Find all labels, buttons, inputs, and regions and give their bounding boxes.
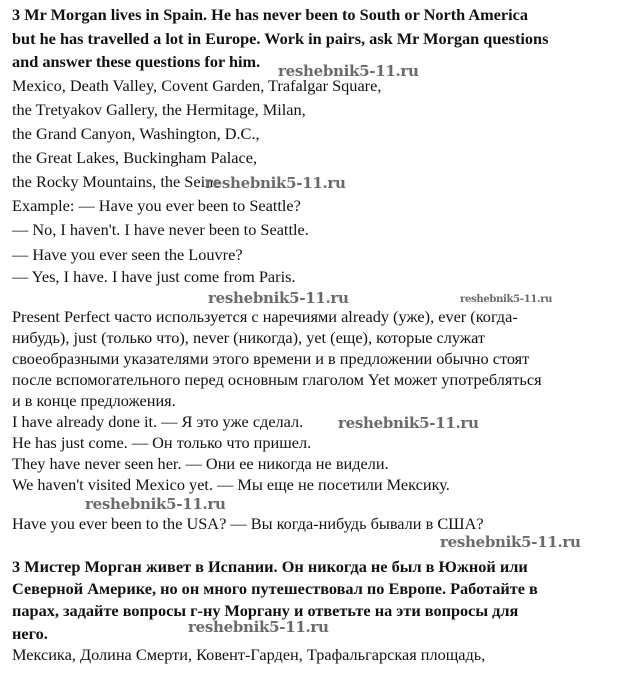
grammar-example: We haven't visited Mexico yet. — Мы еще не посетили Мексику. (12, 475, 450, 494)
example-line: — Yes, I have. I have just come from Paris. (12, 267, 296, 286)
task-heading: and answer these questions for him. (12, 52, 261, 71)
place-list-line: the Grand Canyon, Washington, D.C., (12, 124, 260, 143)
watermark: reshebnik5-11.ru (278, 62, 419, 80)
grammar-example: He has just come. — Он только что пришел. (12, 433, 312, 452)
task-heading: but he has travelled a lot in Europe. Work in pairs, ask Mr Morgan questions (12, 29, 549, 48)
task-heading: 3 Mr Morgan lives in Spain. He has never been to South or North America (12, 5, 529, 24)
task-heading-ru: 3 Мистер Морган живет в Испании. Он никогда не был в Южной или (12, 557, 528, 576)
grammar-example: I have already done it. — Я это уже сделал. (12, 412, 304, 431)
watermark: reshebnik5-11.ru (440, 533, 581, 551)
place-list-line: Mexico, Death Valley, Covent Garden, Trafalgar Square, (12, 76, 382, 95)
example-line: — No, I haven't. I have never been to Seattle. (12, 220, 309, 239)
place-list-line: the Great Lakes, Buckingham Palace, (12, 148, 258, 167)
task-heading-ru: парах, задайте вопросы г-ну Моргану и ответьте на эти вопросы для (12, 601, 519, 620)
watermark: reshebnik5-11.ru (205, 174, 346, 192)
place-list-line: the Tretyakov Gallery, the Hermitage, Milan, (12, 100, 306, 119)
grammar-paragraph-line: своеобразными указателями этого времени и в предложении обычно стоят (12, 349, 530, 368)
watermark: reshebnik5-11.ru (188, 618, 329, 636)
grammar-paragraph-line: после вспомогательного перед основным глаголом Yet может употребляться (12, 370, 542, 389)
example-line: — Have you ever seen the Louvre? (12, 245, 243, 264)
watermark: reshebnik5-11.ru (208, 289, 349, 307)
place-list-line-ru: Мексика, Долина Смерти, Ковент-Гарден, Трафальгарская площадь, (12, 645, 486, 664)
task-heading-ru: Северной Америке, но он много путешествовал по Европе. Работайте в (12, 579, 538, 598)
task-heading-ru: него. (12, 624, 48, 643)
grammar-paragraph-line: и в конце предложения. (12, 391, 176, 410)
grammar-paragraph-line: Present Perfect часто используется с наречиями already (уже), ever (когда- (12, 307, 518, 326)
grammar-example: Have you ever been to the USA? — Вы когда-нибудь бывали в США? (12, 514, 484, 533)
grammar-example: They have never seen her. — Они ее никогда не видели. (12, 454, 389, 473)
watermark: reshebnik5-11.ru (338, 414, 479, 432)
place-list-line: the Rocky Mountains, the Seine (12, 172, 221, 191)
watermark: reshebnik5-11.ru (85, 495, 226, 513)
example-line: Example: — Have you ever been to Seattle? (12, 196, 301, 215)
grammar-paragraph-line: нибудь), just (только что), never (никогда), yet (еще), которые служат (12, 328, 485, 347)
watermark: reshebnik5-11.ru (460, 294, 553, 305)
